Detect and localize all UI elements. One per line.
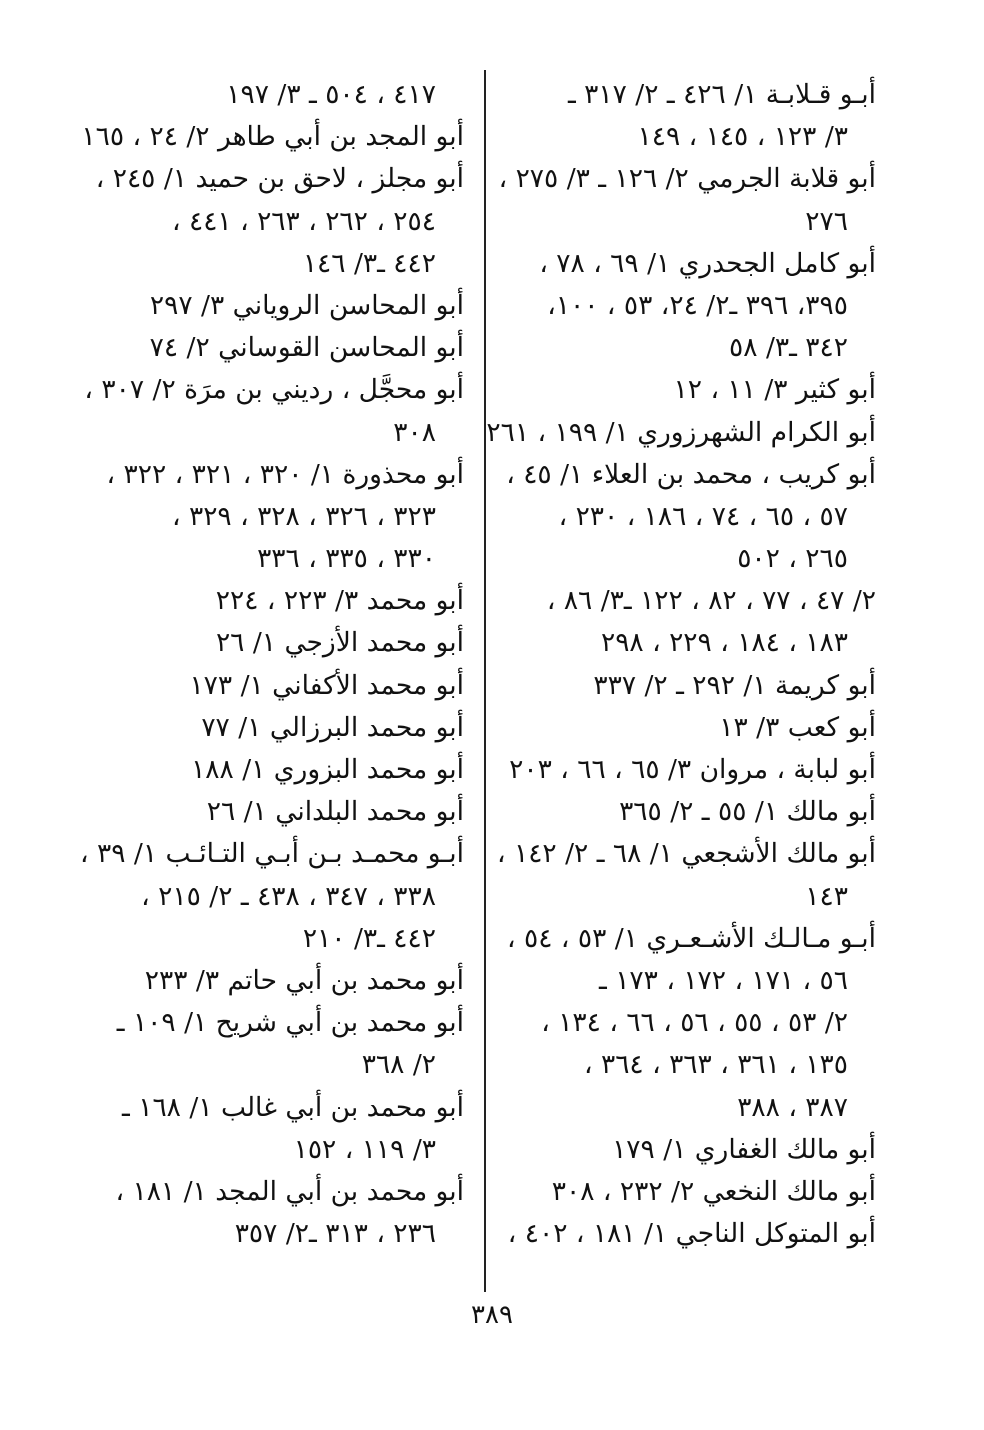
index-line: أبـو مـالـك الأشـعـري ١/ ٥٣ ، ٥٤ ، [507,922,876,954]
index-line: ٣٩٥، ٣٩٦ ـ٢/ ٢٤، ٥٣ ، ١٠٠، [547,289,848,321]
index-line: أبو محمد بن أبي غالب ١/ ١٦٨ ـ [122,1091,464,1123]
index-line: أبو مالك الأشجعي ١/ ٦٨ ـ ٢/ ١٤٢ ، [496,838,876,870]
index-line: أبو محمد الأزجي ١/ ٢٦ [215,627,464,659]
index-line: أبو محذورة ١/ ٣٢٠ ، ٣٢١ ، ٣٢٢ ، [106,458,464,490]
index-line: أبو مجلز ، لاحق بن حميد ١/ ٢٤٥ ، [95,163,464,195]
index-line: ٢/ ٣٦٨ [361,1049,436,1081]
index-line: أبو محمد الأكفاني ١/ ١٧٣ [189,669,464,701]
index-line: ٣٨٧ ، ٣٨٨ [737,1091,848,1123]
index-line: ٢٦٥ ، ٥٠٢ [737,543,848,575]
index-line: أبو المجد بن أبي طاهر ٢/ ٢٤ ، ١٦٥ [81,121,464,153]
index-line: ٥٧ ، ٦٥ ، ٧٤ ، ١٨٦ ، ٢٣٠ ، [558,500,848,532]
column-divider [484,70,486,1292]
index-line: أبو كعب ٣/ ١٣ [719,711,876,743]
index-line: أبـو محمـد بـن أبـي التـائـب ١/ ٣٩ ، [80,838,464,870]
index-column-right [486,74,876,1255]
index-line: ٣٣٠ ، ٣٣٥ ، ٣٣٦ [257,543,436,575]
index-line: ٣٢٣ ، ٣٢٦ ، ٣٢٨ ، ٣٢٩ ، [171,500,436,532]
index-line: أبو مالك ١/ ٥٥ ـ ٢/ ٣٦٥ [619,796,876,828]
index-line: أبو محمد ٣/ ٢٢٣ ، ٢٢٤ [215,585,464,617]
index-line: ٢٧٦ [805,205,848,237]
index-line: أبو المتوكل الناجي ١/ ١٨١ ، ٤٠٢ ، [507,1218,876,1250]
index-line: ٣/ ١٢٣ ، ١٤٥ ، ١٤٩ [637,121,848,153]
index-line: أبو المحاسن القوساني ٢/ ٧٤ [149,332,464,364]
index-line: أبـو قـلابـة ١/ ٤٢٦ ـ ٢/ ٣١٧ ـ [567,79,876,110]
index-line: ٤٤٢ ـ٣/ ١٤٦ [302,247,436,279]
index-line: أبو محمد بن أبي حاتم ٣/ ٢٣٣ [144,964,464,996]
index-line: أبو محمد البزوري ١/ ١٨٨ [191,754,464,785]
index-line: أبو كامل الجحدري ١/ ٦٩ ، ٧٨ ، [539,247,876,279]
page-number: ٣٨٩ [471,1300,513,1330]
index-line: أبو محمد بن أبي شريح ١/ ١٠٩ ـ [116,1007,464,1039]
index-line: ٣٤٢ ـ٣/ ٥٨ [729,332,848,364]
index-line: ٢/ ٤٧ ، ٧٧ ، ٨٢ ، ١٢٢ ـ٣/ ٨٦ ، [546,585,876,617]
index-line: أبو كريمة ١/ ٢٩٢ ـ ٢/ ٣٣٧ [593,669,876,701]
index-line: أبو قلابة الجرمي ٢/ ١٢٦ ـ ٣/ ٢٧٥ ، [498,163,876,195]
index-line: ١٨٣ ، ١٨٤ ، ٢٢٩ ، ٢٩٨ [600,627,848,659]
index-column-left [80,74,464,1255]
index-line: ٤٤٢ ـ٣/ ٢١٠ [302,922,436,954]
index-line: أبو لبابة ، مروان ٣/ ٦٥ ، ٦٦ ، ٢٠٣ [509,754,876,785]
index-line: ٤١٧ ، ٥٠٤ ـ ٣/ ١٩٧ [226,79,436,110]
index-line: ٣/ ١١٩ ، ١٥٢ [293,1133,436,1165]
index-line: أبو محمد البرزالي ١/ ٧٧ [201,711,464,743]
index-line: ٢٣٦ ، ٣١٣ ـ٢/ ٣٥٧ [234,1218,436,1250]
index-line: أبو محجَّل ، رديني بن مرَة ٢/ ٣٠٧ ، [84,374,464,406]
index-line: أبو مالك الغفاري ١/ ١٧٩ [612,1133,876,1165]
index-line: أبو محمد البلداني ١/ ٢٦ [206,796,464,828]
index-line: أبو محمد بن أبي المجد ١/ ١٨١ ، [115,1175,464,1207]
index-line: ٢/ ٥٣ ، ٥٥ ، ٥٦ ، ٦٦ ، ١٣٤ ، [541,1007,848,1039]
index-line: ٥٦ ، ١٧١ ، ١٧٢ ، ١٧٣ ـ [599,964,848,996]
index-line: أبو كثير ٣/ ١١ ، ١٢ [673,374,876,406]
index-line: ١٤٣ [805,880,848,912]
index-line: أبو المحاسن الروياني ٣/ ٢٩٧ [149,289,464,321]
index-line: أبو كريب ، محمد بن العلاء ١/ ٤٥ ، [506,458,876,490]
index-line: أبو الكرام الشهرزوري ١/ ١٩٩ ، ٢٦١ [486,416,876,448]
index-line: ١٣٥ ، ٣٦١ ، ٣٦٣ ، ٣٦٤ ، [583,1049,848,1081]
index-line: ٣٣٨ ، ٣٤٧ ، ٤٣٨ ـ ٢/ ٢١٥ ، [141,880,436,912]
index-line: ٢٥٤ ، ٢٦٢ ، ٢٦٣ ، ٤٤١ ، [171,205,436,237]
index-line: أبو مالك النخعي ٢/ ٢٣٢ ، ٣٠٨ [551,1175,876,1207]
index-line: ٣٠٨ [393,416,436,448]
